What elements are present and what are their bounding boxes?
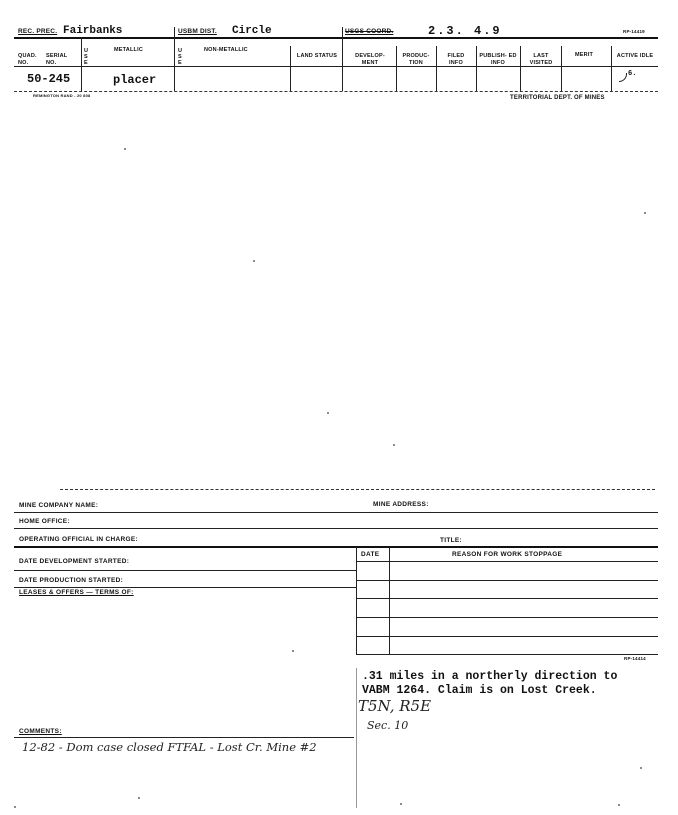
comments-label: COMMENTS: [19,728,62,735]
scan-speck [124,148,126,150]
active-idle-label: ACTIVE IDLE [616,53,654,59]
stoppage-row-5 [356,636,658,637]
usgs-coord-value: 2.3. 4.9 [428,24,502,38]
divider-merit [611,46,612,91]
production-label: PRODUC- TION [402,53,430,66]
scan-speck [393,444,395,446]
stoppage-date-header: DATE [361,551,380,558]
note-margin-line [356,668,357,808]
divider-prod [436,46,437,91]
section-hand: Sec. 10 [367,719,409,732]
usbm-dist-label: USBM DIST. [178,28,217,35]
comments-rule [14,737,354,738]
card-bottom-rule [14,91,658,92]
divider-nonmetal [290,46,291,91]
stoppage-date-divider [389,547,390,655]
land-status-label: LAND STATUS [296,53,338,59]
official-rule [14,546,658,548]
divider-metallic [174,27,175,91]
stoppage-row-3 [356,598,658,599]
home-office-rule [14,528,658,529]
leases-label: LEASES & OFFERS — TERMS OF: [19,589,134,596]
date-dev-label: DATE DEVELOPMENT STARTED: [19,558,130,565]
stoppage-reason-header: REASON FOR WORK STOPPAGE [452,551,563,558]
scan-speck [14,806,16,808]
printer-imprint: REMINGTON RAND - 20 808 [33,93,91,98]
territorial-dept: TERRITORIAL DEPT. OF MINES [510,95,605,101]
scan-speck [138,797,140,799]
metallic-label: METALLIC [114,47,143,53]
operating-official-label: OPERATING OFFICIAL IN CHARGE: [19,536,138,543]
stoppage-bottom-rule [356,654,658,655]
usgs-coord-label: USGS COORD. [345,28,394,35]
development-label: DEVELOP- MENT [355,53,385,66]
typed-note-line-2: VABM 1264. Claim is on Lost Creek. [362,684,597,697]
active-circle-mark [619,73,627,82]
divider-coord [342,27,343,91]
divider-filed [476,46,477,91]
mine-address-label: MINE ADDRESS: [373,501,429,508]
stoppage-row-4 [356,617,658,618]
divider-dev [396,46,397,91]
scan-speck [253,260,255,262]
divider-pub [520,46,521,91]
form-number-bottom: RP-14414 [624,656,646,661]
scan-speck [400,803,402,805]
title-label: TITLE: [440,537,463,544]
form-number-top: RP-14419 [623,29,645,34]
stoppage-row-2 [356,580,658,581]
township-range-hand: T5N, R5E [358,697,432,715]
divider-serial [81,37,82,91]
published-info-label: PUBLISH- ED INFO [479,53,517,66]
mine-company-label: MINE COMPANY NAME: [19,502,99,509]
stoppage-left-border [356,547,357,655]
scan-speck [640,767,642,769]
last-visited-label: LAST VISITED [529,53,553,66]
stoppage-row-1 [356,561,658,562]
divider-last [561,46,562,91]
date-dev-rule [14,570,356,571]
metallic-value: placer [113,73,157,87]
typed-note-line-1: .31 miles in a northerly direction to [362,670,618,683]
active-idle-mark: 6. [628,70,637,78]
rec-prec-label: REC. PREC. [18,28,58,35]
serial-label: SERIAL NO. [46,53,68,66]
merit-label: MERIT [575,52,594,58]
filed-info-label: FILED INFO [447,53,465,66]
date-prod-rule [14,587,356,588]
scan-speck [618,804,620,806]
scan-speck [292,650,294,652]
company-rule [14,512,658,513]
home-office-label: HOME OFFICE: [19,518,70,525]
quad-label: QUAD. NO. [18,53,37,66]
comments-hand: 12-82 - Dom case closed FTFAL - Lost Cr. Mine #2 [22,740,317,754]
use-label-2: U S E [178,48,183,66]
lower-top-dashed [60,489,655,490]
date-prod-label: DATE PRODUCTION STARTED: [19,577,124,584]
quad-serial-value: 50-245 [27,72,71,86]
rec-prec-value: Fairbanks [63,25,123,37]
nonmetallic-label: NON-METALLIC [204,47,248,53]
scan-speck [644,212,646,214]
header-rule [14,37,658,39]
usbm-dist-value: Circle [232,25,272,37]
scan-speck [327,412,329,414]
use-label-1: U S E [84,48,89,66]
